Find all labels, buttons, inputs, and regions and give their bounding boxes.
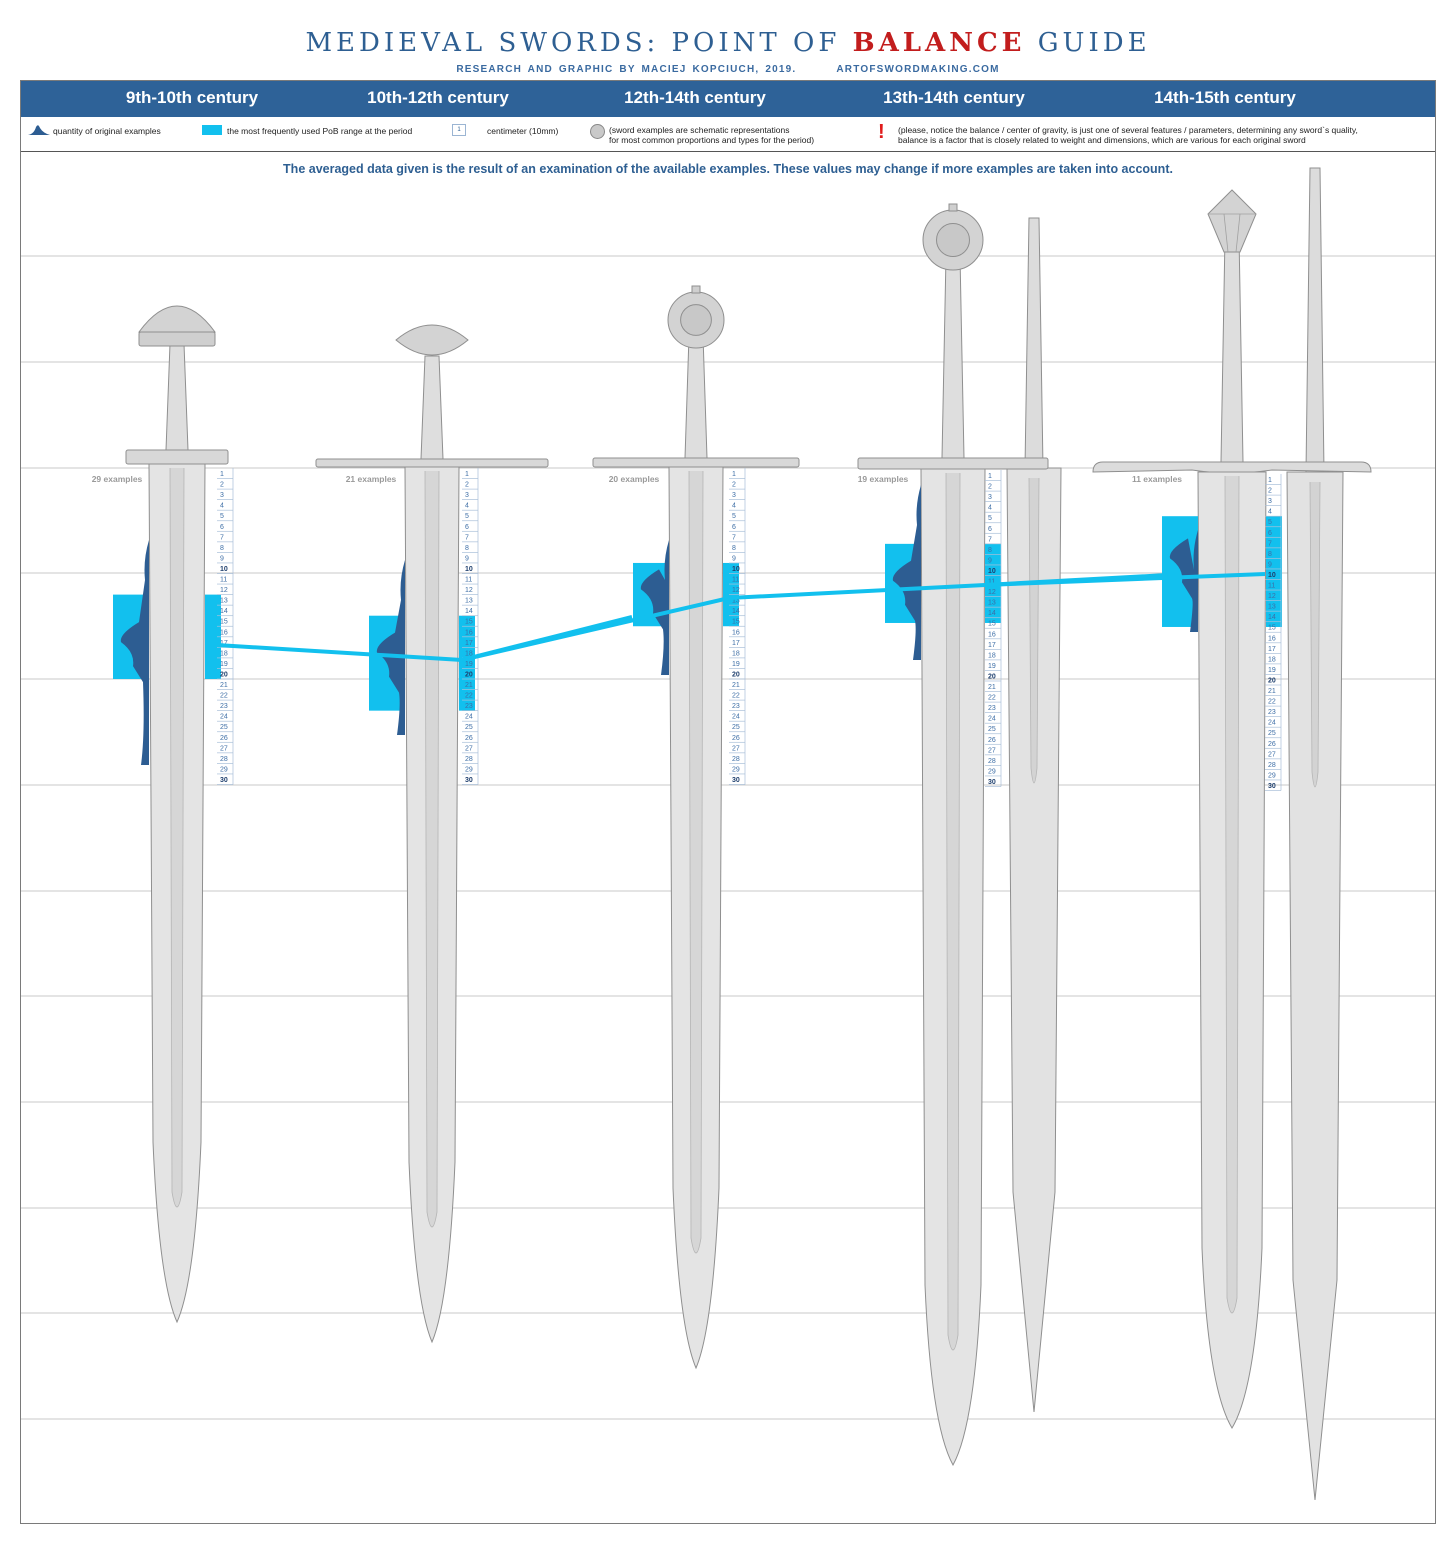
sword-grip: [1221, 236, 1243, 462]
scale-label: 28: [732, 755, 740, 763]
examples-count: 11 examples: [1131, 474, 1183, 484]
blade-fuller: [170, 468, 184, 1207]
scale-label: 5: [732, 513, 736, 521]
scale-label: 10: [465, 565, 473, 573]
centimeter-box-icon: 1: [452, 124, 466, 136]
scale-label: 1: [465, 471, 469, 478]
scale-label: 21: [732, 682, 740, 689]
scale-label: 23: [988, 705, 996, 713]
period-label-2: 10th-12th century: [367, 88, 509, 107]
scale-label: 2: [465, 481, 469, 489]
scale-label: 6: [732, 523, 736, 531]
scale-label: 29: [465, 766, 473, 774]
scale-label: 23: [1268, 709, 1276, 717]
scale-label: 1: [732, 471, 736, 478]
scale-label: 6: [465, 523, 469, 531]
scale-label: 30: [732, 776, 740, 784]
scale-label: 24: [465, 713, 473, 721]
scale-label: 3: [988, 494, 992, 502]
scale-label: 1: [220, 471, 224, 478]
pommel-icon: [1208, 190, 1256, 252]
scale-label: 27: [988, 747, 996, 755]
scale-label: 12: [220, 587, 228, 595]
scale-label: 27: [465, 745, 473, 753]
scale-label: 29: [1268, 772, 1276, 780]
crossguard: [316, 459, 548, 467]
blade-fuller: [1225, 476, 1239, 1313]
scale-label: 19: [732, 660, 740, 668]
scale-label: 8: [1268, 550, 1272, 558]
scale-label: 21: [1268, 688, 1276, 695]
centimeter-scale: [217, 468, 233, 785]
scale-label: 2: [220, 481, 224, 489]
scale-label: 5: [220, 513, 224, 521]
averaged-data-note: The averaged data given is the result of an examination of the available examples. These values may change if more examples are taken into account.: [283, 162, 1173, 176]
period-label-5: 14th-15th century: [1154, 88, 1296, 107]
scale-label: 11: [1268, 582, 1276, 590]
distribution-silhouette: [893, 485, 921, 660]
scale-label: 19: [1268, 666, 1276, 674]
pommel-base: [139, 332, 215, 346]
scale-label: 2: [1268, 487, 1272, 495]
scale-label: 15: [732, 618, 740, 626]
scale-label: 8: [465, 544, 469, 552]
scale-label: 6: [220, 523, 224, 531]
scale-label: 15: [465, 618, 473, 626]
scale-label: 20: [1268, 677, 1276, 685]
scale-label: 2: [988, 483, 992, 491]
scale-label: 18: [732, 650, 740, 658]
scale-label: 17: [220, 639, 228, 647]
scale-label: 28: [1268, 761, 1276, 769]
scale-label: 18: [988, 652, 996, 660]
legend-centimeter: centimeter (10mm): [487, 126, 559, 136]
scale-label: 14: [220, 608, 228, 616]
scale-label: 29: [732, 766, 740, 774]
pob-trend-segment: [462, 617, 632, 660]
scale-label: 13: [988, 599, 996, 607]
scale-label: 22: [1268, 698, 1276, 706]
scale-label: 24: [1268, 719, 1276, 727]
centimeter-scale: [729, 468, 745, 785]
scale-label: 25: [220, 724, 228, 732]
scale-label: 19: [988, 662, 996, 670]
scale-label: 28: [220, 755, 228, 763]
centimeter-scale: [985, 470, 1001, 787]
scale-label: 14: [988, 610, 996, 618]
scale-label: 7: [988, 536, 992, 544]
scale-label: 21: [988, 684, 996, 691]
scale-label: 19: [465, 660, 473, 668]
pommel-button: [692, 286, 700, 293]
blade-fuller: [1029, 478, 1039, 783]
scale-label: 1: [988, 473, 992, 480]
scale-label: 28: [465, 755, 473, 763]
credit-text: RESEARCH AND GRAPHIC BY MACIEJ KOPCIUCH, 2019.: [456, 64, 797, 75]
scale-label: 22: [988, 694, 996, 702]
scale-label: 17: [988, 641, 996, 649]
period-label-1: 9th-10th century: [125, 88, 259, 107]
scale-label: 17: [1268, 645, 1276, 653]
scale-label: 24: [988, 715, 996, 723]
scale-label: 28: [988, 757, 996, 765]
exclamation-icon: !: [878, 121, 885, 143]
scale-label: 10: [220, 565, 228, 573]
scale-label: 22: [220, 692, 228, 700]
scale-label: 30: [1268, 782, 1276, 790]
scale-label: 18: [465, 650, 473, 658]
scale-label: 8: [220, 544, 224, 552]
legend-schematic: (sword examples are schematic representations for most common proportions and types for the period): [609, 125, 815, 145]
pommel-center: [681, 305, 712, 336]
scale-label: 4: [1268, 508, 1272, 516]
scale-label: 5: [465, 513, 469, 521]
scale-label: 22: [732, 692, 740, 700]
website-link[interactable]: ARTOFSWORDMAKING.COM: [836, 64, 1000, 75]
scale-label: 17: [732, 639, 740, 647]
scale-label: 25: [988, 726, 996, 734]
scale-label: 29: [988, 768, 996, 776]
scale-label: 24: [220, 713, 228, 721]
scale-label: 9: [1268, 561, 1272, 569]
scale-label: 26: [1268, 740, 1276, 748]
scale-label: 6: [1268, 529, 1272, 537]
scale-label: 8: [732, 544, 736, 552]
scale-label: 26: [465, 734, 473, 742]
examples-count: 20 examples: [608, 474, 660, 484]
scale-label: 9: [465, 555, 469, 563]
scale-label: 18: [220, 650, 228, 658]
scale-label: 12: [988, 589, 996, 597]
scale-label: 3: [732, 492, 736, 500]
sword-grip: [166, 344, 188, 450]
scale-label: 8: [988, 546, 992, 554]
scale-label: 23: [465, 703, 473, 711]
scale-label: 13: [465, 597, 473, 605]
scale-label: 7: [1268, 540, 1272, 548]
scale-label: 6: [988, 525, 992, 533]
pommel-center: [937, 224, 970, 257]
scale-label: 3: [1268, 498, 1272, 506]
scale-label: 15: [988, 620, 996, 628]
scale-label: 23: [732, 703, 740, 711]
scale-label: 17: [465, 639, 473, 647]
scale-label: 4: [465, 502, 469, 510]
scale-label: 18: [1268, 656, 1276, 664]
scale-label: 20: [465, 671, 473, 679]
blade-fuller: [946, 473, 960, 1350]
scale-label: 4: [988, 504, 992, 512]
scale-label: 24: [732, 713, 740, 721]
scale-label: 29: [220, 766, 228, 774]
scale-label: 2: [732, 481, 736, 489]
scale-label: 7: [732, 534, 736, 542]
scale-label: 10: [732, 565, 740, 573]
sword-grip: [942, 256, 964, 458]
scale-label: 16: [988, 631, 996, 639]
examples-count: 21 examples: [345, 474, 397, 484]
crossguard: [1093, 462, 1371, 473]
centimeter-scale: [462, 468, 478, 785]
blade-fuller: [425, 471, 439, 1227]
scale-label: 25: [1268, 730, 1276, 738]
legend-pob-range: the most frequently used PoB range at the period: [227, 126, 413, 136]
scale-label: 15: [1268, 624, 1276, 632]
scale-label: 12: [465, 587, 473, 595]
scale-label: 10: [1268, 571, 1276, 579]
pommel-icon: [396, 325, 468, 355]
scale-label: 16: [465, 629, 473, 637]
scale-label: 13: [220, 597, 228, 605]
scale-label: 11: [220, 576, 228, 584]
scale-label: 27: [732, 745, 740, 753]
scale-label: 20: [220, 671, 228, 679]
page-title: MEDIEVAL SWORDS: POINT OF BALANCE GUIDE: [305, 28, 1151, 58]
scale-label: 25: [732, 724, 740, 732]
scale-label: 30: [220, 776, 228, 784]
scale-label: 13: [732, 597, 740, 605]
scale-label: 21: [465, 682, 473, 689]
scale-label: 9: [988, 557, 992, 565]
period-label-4: 13th-14th century: [883, 88, 1025, 107]
scale-label: 4: [732, 502, 736, 510]
scale-label: 5: [988, 515, 992, 523]
scale-label: 14: [1268, 614, 1276, 622]
scale-label: 26: [732, 734, 740, 742]
scale-label: 16: [732, 629, 740, 637]
scale-label: 4: [220, 502, 224, 510]
scale-label: 30: [988, 778, 996, 786]
crossguard: [593, 458, 799, 467]
scale-label: 10: [988, 567, 996, 575]
scale-label: 13: [1268, 603, 1276, 611]
scale-label: 5: [1268, 519, 1272, 527]
scale-label: 26: [988, 736, 996, 744]
scale-label: 11: [465, 576, 473, 584]
sword-grip: [421, 356, 443, 459]
scale-label: 15: [220, 618, 228, 626]
scale-label: 7: [465, 534, 469, 542]
scale-label: 3: [465, 492, 469, 500]
scale-label: 11: [988, 578, 996, 586]
scale-label: 23: [220, 703, 228, 711]
pommel-icon: [139, 306, 215, 332]
scale-label: 1: [1268, 477, 1272, 484]
scale-label: 12: [1268, 593, 1276, 601]
scale-label: 11: [732, 576, 740, 584]
scale-label: 21: [220, 682, 228, 689]
scale-label: 26: [220, 734, 228, 742]
scale-label: 30: [465, 776, 473, 784]
examples-count: 29 examples: [91, 474, 143, 484]
scale-label: 25: [465, 724, 473, 732]
tang-grip: [1306, 168, 1324, 472]
examples-count: 19 examples: [857, 474, 909, 484]
scale-label: 14: [732, 608, 740, 616]
blade-fuller: [689, 471, 703, 1253]
scale-label: 27: [220, 745, 228, 753]
scale-label: 9: [220, 555, 224, 563]
sword-grip: [685, 336, 707, 458]
scale-label: 9: [732, 555, 736, 563]
scale-label: 16: [1268, 635, 1276, 643]
period-label-3: 12th-14th century: [624, 88, 766, 107]
pommel-button: [949, 204, 957, 211]
blade-fuller: [1310, 482, 1320, 787]
crossguard: [858, 458, 1048, 469]
scale-label: 14: [465, 608, 473, 616]
crossguard: [126, 450, 228, 464]
scale-label: 7: [220, 534, 224, 542]
legend-quantity: quantity of original examples: [53, 126, 161, 136]
scale-label: 19: [220, 660, 228, 668]
scale-label: 12: [732, 587, 740, 595]
scale-label: 16: [220, 629, 228, 637]
scale-label: 22: [465, 692, 473, 700]
sword-illustrations: [92, 168, 1371, 1500]
legend-notice: (please, notice the balance / center of gravity, is just one of several features / parameters, determining any sword`s quality, balance is a factor that is closely related to weight and dimensions, which are various for each original sword: [898, 125, 1358, 145]
scale-label: 20: [732, 671, 740, 679]
scale-label: 27: [1268, 751, 1276, 759]
scale-label: 20: [988, 673, 996, 681]
scale-label: 3: [220, 492, 224, 500]
